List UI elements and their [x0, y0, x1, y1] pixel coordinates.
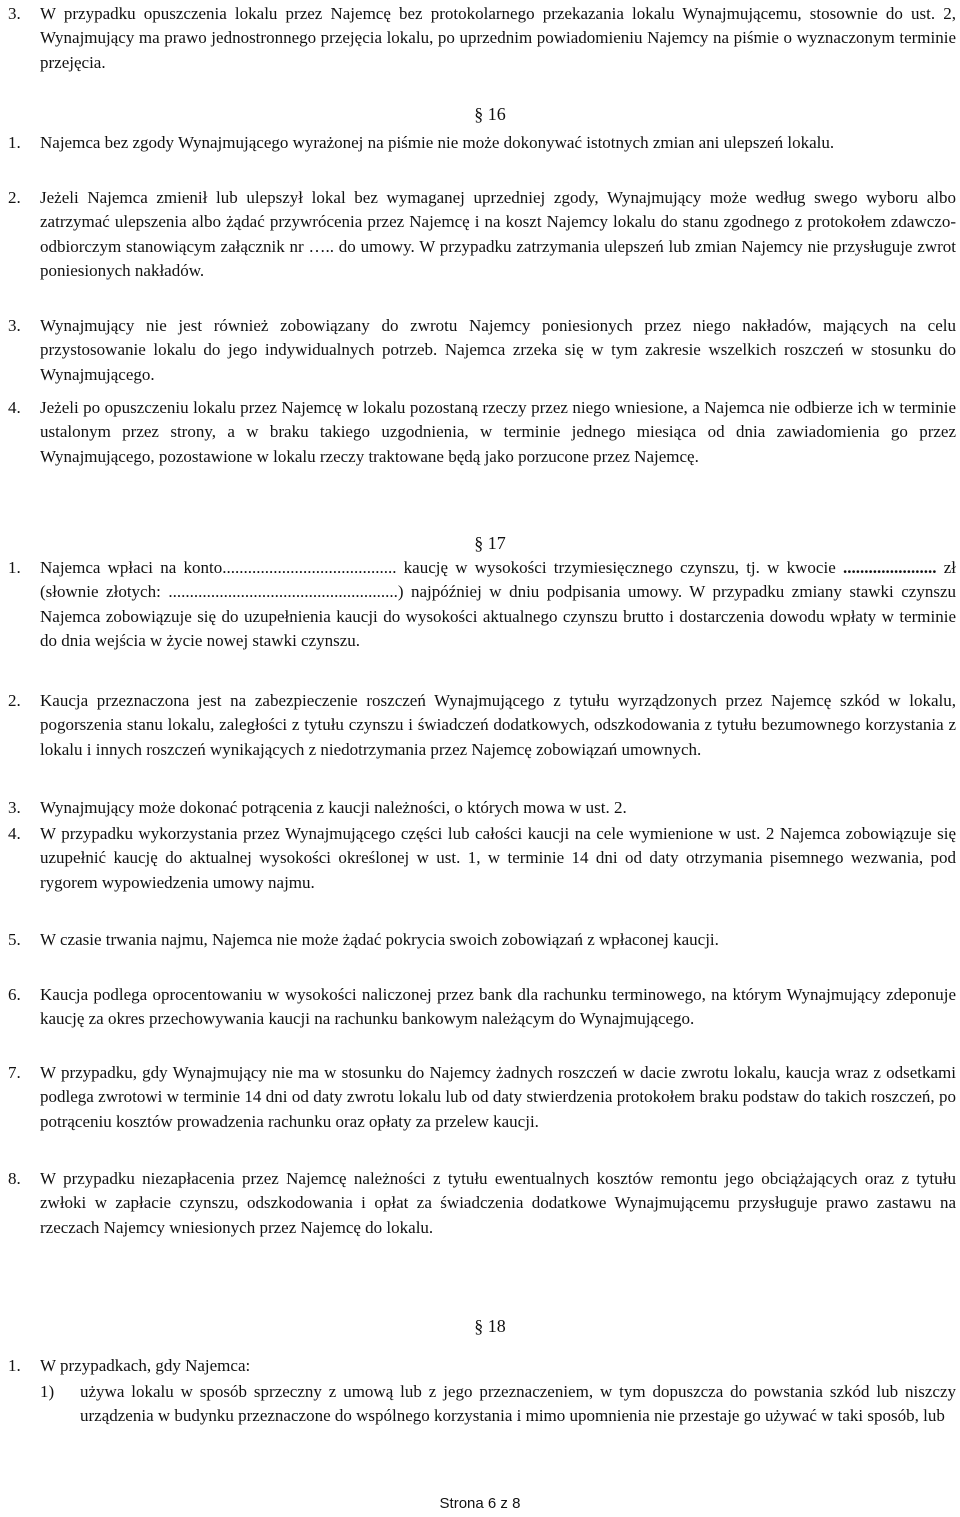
sub-item-text: używa lokalu w sposób sprzeczny z umową lub z jego przeznaczeniem, w tym dopuszcza do powstania szkód lub niszczy urządzenia w budynku przeznaczone do wspólnego korzystania i mimo upomnienia nie przestaje go używać w taki sposób, lub [80, 1382, 956, 1426]
paragraph-item [8, 1167, 956, 1240]
item-text: W przypadku niezapłacenia przez Najemcę należności z tytułu ewentualnych kosztów remontu jego obciążających oraz z tytułu zwłoki w zapłacie czynszu, odszkodowania i opłat za świadczenia dodatkowe Wynajmującemu przysługuje prawo zastawu na rzeczach Najemcy wniesionych przez Najemcę do lokalu. [40, 1169, 956, 1237]
paragraph-item [8, 396, 956, 469]
item-text: W przypadkach, gdy Najemca: [40, 1356, 251, 1375]
paragraph-item [8, 1354, 956, 1378]
item-text: Kaucja podlega oprocentowaniu w wysokości naliczonej przez bank dla rachunku terminowego, na którym Wynajmujący zdeponuje kaucję za okres przechowywania kaucji na rachunku bankowym należącym do Wynajmującego. [40, 985, 956, 1029]
page-footer: Strona 6 z 8 [439, 1495, 521, 1512]
item-text: Najemca bez zgody Wynajmującego wyrażonej na piśmie nie może dokonywać istotnych zmian ani ulepszeń lokalu. [40, 133, 835, 152]
item-text: W przypadku wykorzystania przez Wynajmującego części lub całości kaucji na cele wymienione w ust. 2 Najemca zobowiązuje się uzupełnić kaucję do aktualnej wysokości określonej w ust. 1, w terminie 14 dni od daty otrzymania pisemnego wezwania, pod rygorem wypowiedzenia umowy najmu. [40, 824, 956, 892]
item-number: 1. [8, 133, 21, 152]
section-heading-16: § 16 [474, 104, 506, 124]
paragraph-item [8, 796, 956, 820]
item-text: Wynajmujący może dokonać potrącenia z kaucji należności, o których mowa w ust. 2. [40, 798, 627, 817]
paragraph-item [8, 983, 956, 1032]
item-number: 3. [8, 4, 21, 23]
paragraph-item [8, 928, 956, 952]
item-number: 3. [8, 316, 21, 335]
item-number: 7. [8, 1063, 21, 1082]
section-heading-18: § 18 [474, 1316, 506, 1336]
item-number: 1. [8, 1356, 21, 1375]
paragraph-item [8, 1061, 956, 1134]
item-text: W przypadku opuszczenia lokalu przez Najemcę bez protokolarnego przekazania lokalu Wynajmującemu, stosownie do ust. 2, Wynajmujący ma prawo jednostronnego przejęcia lokalu, po uprzednim powiadomieniu Najemcy na piśmie o wyznaczonym terminie przejęcia. [40, 4, 956, 72]
sub-item [40, 1380, 956, 1429]
item-number: 4. [8, 398, 21, 417]
paragraph-item [8, 556, 956, 654]
paragraph-item [8, 314, 956, 387]
item-text: Wynajmujący nie jest również zobowiązany do zwrotu Najemcy poniesionych przez niego nakładów, mających na celu przystosowanie lokalu do jego indywidualnych potrzeb. Najemca zrzeka się w tym zakresie wszelkich roszczeń w stosunku do Wynajmującego. [40, 316, 956, 384]
item-number: 2. [8, 188, 21, 207]
item-text [40, 556, 956, 654]
paragraph-item [8, 186, 956, 284]
item-number: 5. [8, 930, 21, 949]
item-text: W czasie trwania najmu, Najemca nie może żądać pokrycia swoich zobowiązań z wpłaconej kaucji. [40, 930, 719, 949]
amount-blank: ...................... [842, 558, 937, 577]
item-text: Jeżeli po opuszczeniu lokalu przez Najemcę w lokalu pozostaną rzeczy przez niego wniesione, a Najemca nie odbierze ich w terminie ustalonym przez strony, a w braku takiego uzgodnienia, w terminie jednego miesiąca od dnia zawiadomienia go przez Wynajmującego, pozostawione w lokalu rzeczy traktowane będą jako porzucone przez Najemcę. [40, 398, 956, 466]
item-text: W przypadku, gdy Wynajmujący nie ma w stosunku do Najemcy żadnych roszczeń w dacie zwrotu lokalu, kaucja wraz z odsetkami podlega zwrotowi w terminie 14 dni od daty zwrotu lokalu lub od daty stwierdzenia protokołem braku podstaw do takich roszczeń, po potrąceniu kosztów prowadzenia rachunku oraz opłaty za przelew kaucji. [40, 1063, 956, 1131]
sub-item-number: 1) [40, 1382, 55, 1401]
section-heading-17: § 17 [474, 533, 506, 553]
item-number: 4. [8, 824, 21, 843]
paragraph-item [8, 131, 956, 155]
item-number: 2. [8, 691, 21, 710]
item-number: 6. [8, 985, 21, 1004]
item-number: 8. [8, 1169, 21, 1188]
item-text-part: Najemca wpłaci na konto......................................... kaucję w wysokości trzymiesięcznego czynszu, tj. w kwocie [40, 558, 843, 577]
item-number: 1. [8, 558, 21, 577]
paragraph-item [8, 689, 956, 762]
paragraph-item [8, 2, 956, 75]
item-text-part: zł (słownie złotych: ......................................................) najpóźniej w dniu podpisania umowy. W przypadku zmiany stawki czynszu Najemca zobowiązuje się do uzupełnienia kaucji do wysokości aktualnego czynszu brutto i dostarczenia dowodu wpłaty w terminie do dnia wejścia w życie nowej stawki czynszu. [40, 558, 956, 651]
item-number: 3. [8, 798, 21, 817]
item-text: Jeżeli Najemca zmienił lub ulepszył lokal bez wymaganej uprzedniej zgody, Wynajmujący może według swego wyboru albo zatrzymać ulepszenia albo żądać przywrócenia przez Najemcę i na koszt Najemcy lokalu do stanu zgodnego z protokołem zdawczo-odbiorczym stanowiącym załącznik nr ….. do umowy. W przypadku zatrzymania ulepszeń lub zmian Najemcy nie przysługuje zwrot poniesionych nakładów. [40, 188, 956, 281]
item-text: Kaucja przeznaczona jest na zabezpieczenie roszczeń Wynajmującego z tytułu wyrządzonych przez Najemcę szkód w lokalu, pogorszenia stanu lokalu, zaległości z tytułu czynszu i świadczeń dodatkowych, odszkodowania z tytułu bezumownego korzystania z lokalu i innych roszczeń wynikających z niedotrzymania przez Najemcę zobowiązań umownych. [40, 691, 956, 759]
paragraph-item [8, 822, 956, 895]
